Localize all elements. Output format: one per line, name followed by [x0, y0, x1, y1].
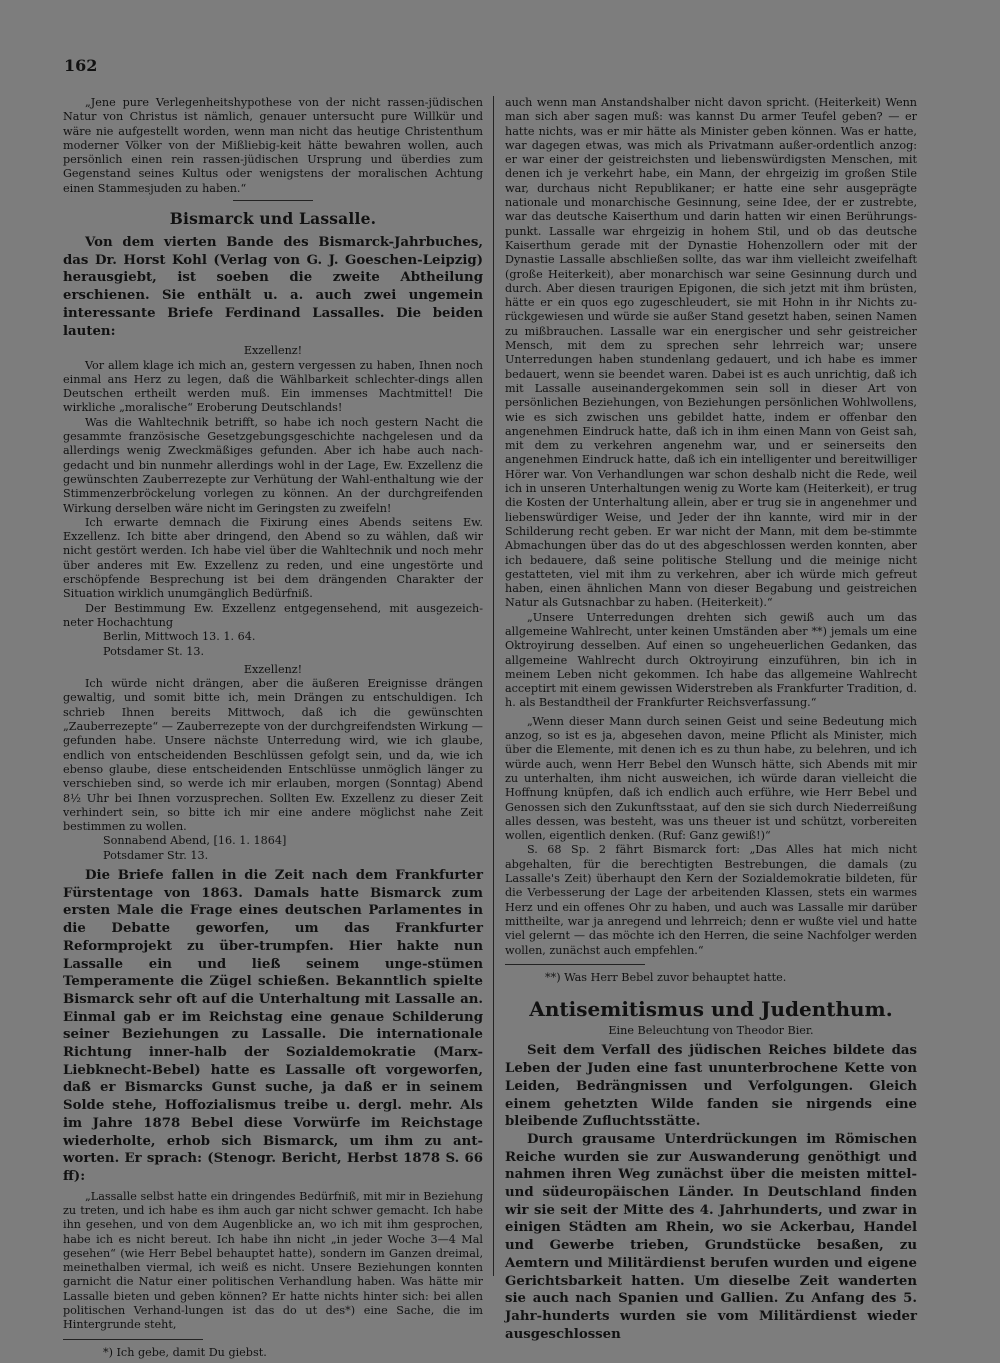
- quote-end-paragraph: „Jene pure Verlegenheitshypothese von der nicht rassen-jüdischen Natur von Christus ist nämlich, genauer untersucht pure Willkür und wäre nie aufgestellt worden, wenn man nicht das heutige Christenthum moderner Völker von der Mißliebig-keit hätte bewahren wollen, auch persönlich einen rein rassen-jüdischen Ursprung und überdies zum Gegenstand seines Kultus oder wenigstens der moralischen Achtung einen Stammesjuden zu haben.“: [63, 96, 483, 195]
- letter2-paragraph: Ich würde nicht drängen, aber die äußeren Ereignisse drängen gewaltig, und somit bitte ich, mein Drängen zu entschuldigen. Ich schrieb Ihnen bereits Mittwoch, daß ich die gewünschten „Zauberrezepte“ — Zauberrezepte von der durchgreifendsten Wirkung — gefunden habe. Unsere nächste Unterredung wird, wie ich glaube, endlich von entscheidenden Beschlüssen gefolgt sein, und da, wie ich ebenso glaube, diese entscheidenden Entschlüsse unmöglich länger zu verschieben sind, so werde ich mir erlauben, morgen (Sonntag) Abend 8½ Uhr bei Ihnen vorzusprechen. Sollten Ew. Exzellenz zu dieser Zeit verhindert sein, so bitte ich mir eine andere möglichst nahe Zeit bestimmen zu wollen.: [63, 677, 483, 834]
- footnote-rule: [505, 964, 645, 965]
- bismarck-quote-paragraph: „Unsere Unterredungen drehten sich gewiß auch um das allgemeine Wahlrecht, unter keinen Umständen aber **) jemals um eine Oktroyirung desselben. Auf einen so ungeheuerlichen Gedanken, das allgemeine Wahlrecht durch Oktroyirung einzuführen, bin ich in meinem Leben nicht gekommen. Ich habe das allgemeine Wahlrecht acceptirt mit einem gewissen Widerstreben als Frankfurter Tradition, d. h. als Bestandtheil der Frankfurter Reichsverfassung.“: [505, 610, 917, 710]
- letter2-signature-address: Potsdamer Str. 13.: [103, 848, 209, 862]
- bismarck-quote-paragraph: „Lassalle selbst hatte ein dringendes Bedürfniß, mit mir in Beziehung zu treten, und ich habe es ihm auch gar nicht schwer gemacht. Ich habe ihn gesehen, und von dem Augenblicke an, wo ich mit ihm gesprochen, habe ich es nicht bereut. Ich habe ihn nicht „in jeder Woche 3—4 Mal gesehen“ (wie Herr Bebel behauptet hatte), sondern im Ganzen dreimal, meinethalben viermal, ich weiß es nicht. Unsere Beziehungen konnten garnicht die Natur einer politischen Verhandlung haben. Was hätte mir Lassalle bieten und geben können? Er hatte nichts hinter sich: bei allen politischen Verhand-lungen ist das do ut des*) eine Sache, die im Hintergrunde steht,: [63, 1189, 483, 1332]
- letter1-paragraph: Vor allem klage ich mich an, gestern vergessen zu haben, Ihnen noch einmal ans Herz zu legen, daß die Wählbarkeit schlechter-dings allen Deutschen ertheilt werden muß. Ein immenses Machtmittel! Die wirkliche „moralische“ Eroberung Deutschlands!: [63, 358, 483, 415]
- footnote: *) Ich gebe, damit Du giebst.: [103, 1345, 267, 1359]
- section-title-antisemitismus: Antisemitismus und Judenthum.: [529, 997, 893, 1022]
- bismarck-quote-paragraph: „Wenn dieser Mann durch seinen Geist und seine Bedeutung mich anzog, so ist es ja, abgesehen davon, meine Pflicht als Minister, mich über die Elemente, mit denen ich es zu thun habe, zu belehren, und ich würde auch, wenn Herr Bebel den Wunsch hätte, sich Abends mit mir zu unterhalten, ihm nicht ausweichen, ich würde daran vielleicht die Hoffnung knüpfen, daß ich endlich auch erführe, wie Herr Bebel und Genossen sich den Zukunftsstaat, auf den sie sich durch Niederreißung alles dessen, was besteht, was uns theuer ist und schützt, vorbereiten wollen, eigentlich denken. (Ruf: Ganz gewiß!)“: [505, 714, 917, 843]
- column-divider: [493, 96, 494, 1276]
- bismarck-quote-paragraph: S. 68 Sp. 2 fährt Bismarck fort: „Das Alles hat mich nicht abgehalten, für die berechtigten Bestrebungen, die damals (zu Lassalle's Zeit) überhaupt den Kern der Sozialdemokratie bildeten, für die Verbesserung der Lage der arbeitenden Klassen, stets ein warmes Herz und ein offenes Ohr zu haben, und auch was Lassalle mir darüber mittheilte, war ja anregend und lehrreich; denn er wußte viel und hatte viel gelernt — das möchte ich den Herren, die seine Nachfolger werden wollen, zunächst auch empfehlen.“: [505, 843, 917, 957]
- article-paragraph: Seit dem Verfall des jüdischen Reiches bildete das Leben der Juden eine fast ununterbrochene Kette von Leiden, Bedrängnissen und Verfolgungen. Gleich einem gehetzten Wilde fanden sie nirgends eine bleibende Zufluchtsstätte.: [505, 1043, 917, 1130]
- intro-paragraph: Von dem vierten Bande des Bismarck-Jahrbuches, das Dr. Horst Kohl (Verlag von G. J. Goeschen-Leipzig) herausgiebt, ist soeben die zweite Abtheilung erschienen. Sie enthält u. a. auch zwei ungemein interessante Briefe Ferdinand Lassalles. Die beiden lauten:: [63, 235, 483, 339]
- letter1-paragraph: Ich erwarte demnach die Fixirung eines Abends seitens Ew. Exzellenz. Ich bitte aber dringend, den Abend so zu wählen, daß wir nicht gestört werden. Ich habe viel über die Wahltechnik und noch mehr über anderes mit Ew. Exzellenz zu reden, und eine ungestörte und erschöpfende Besprechung ist bei dem drängenden Charakter der Situation wirklich unumgänglich Bedürfniß.: [63, 515, 483, 601]
- letter2-signature-date: Sonnabend Abend, [16. 1. 1864]: [103, 834, 287, 848]
- letter1-salutation: Exzellenz!: [243, 344, 303, 358]
- letter1-signature-date: Berlin, Mittwoch 13. 1. 64.: [103, 630, 256, 644]
- right-column: [505, 96, 917, 1343]
- page-number: 162: [64, 56, 98, 75]
- letter1-signature-address: Potsdamer St. 13.: [103, 644, 205, 658]
- bismarck-quote-continued: auch wenn man Anstandshalber nicht davon spricht. (Heiterkeit) Wenn man sich aber sagen muß: was kannst Du armer Teufel geben? — er hatte nichts, was er mir hätte als Minister geben können. Was er hatte, war dagegen etwas, was mich als Privatmann außer-ordentlich anzog: er war einer der geistreichsten und liebenswürdigsten Menschen, mit denen ich je verkehrt habe, ein Mann, der ehrgeizig im großen Stile war, durchaus nicht Republikaner; er hatte eine sehr ausgeprägte nationale und monarchische Gesinnung, seine Idee, der er zustrebte, war das deutsche Kaiserthum und darin hatten wir einen Berührungs-punkt. Lassalle war ehrgeizig in hohem Stil, und ob das deutsche Kaiserthum gerade mit der Dynastie Hohenzollern oder mit der Dynastie Lassalle abschließen sollte, das war ihm vielleicht zweifelhaft (große Heiterkeit), aber monarchisch war seine Gesinnung durch und durch. Aber diesen traurigen Epigonen, die sich jetzt mit ihm brüsten, hätte er ein quos ego zugeschleudert, sie mit Hohn in ihr Nichts zu-rückgewiesen und würde sie außer Stand gesetzt haben, seinen Namen zu mißbrauchen. Lassalle war ein energischer und sehr geistreicher Mensch, mit dem zu sprechen sehr lehrreich war; unsere Unterredungen haben stundenlang gedauert, und ich habe es immer bedauert, wenn sie beendet waren. Dabei ist es auch unrichtig, daß ich mit Lassalle auseinandergekommen sein soll in dieser Art von persönlichen Beziehungen, von Beziehungen persönlichen Wohlwollens, wie es sich zwischen uns gebildet hatte, indem er offenbar den angenehmen Eindruck hatte, daß ich in ihm einen Mann von Geist sah, mit dem zu verkehren angenehm war, und er seinerseits den angenehmen Eindruck hatte, daß ich ein intelligenter und bereitwilliger Hörer war. Von Verhandlungen war schon deshalb nicht die Rede, weil ich in unseren Unterhaltungen wenig zu Worte kam (Heiterkeit), er trug die Kosten der Unterhaltung allein, aber er trug sie in angenehmer und liebenswürdiger Weise, und Jeder der ihn kannte, wird mir in der Schilderung recht geben. Er war nicht der Mann, mit dem be-stimmte Abmachungen über das do ut des abgeschlossen werden konnten, aber ich bedauere, daß seine politische Stellung und die meinige nicht gestatteten, viel mit ihm zu verkehren, aber ich würde mich gefreut haben, einen ähnlichen Mann von dieser Begabung und geistreichen Natur als Gutsnachbar zu haben. (Heiterkeit).“: [505, 96, 917, 610]
- section-title-bismarck-lassalle: Bismarck und Lassalle.: [169, 209, 377, 229]
- letter2-salutation: Exzellenz!: [243, 662, 303, 676]
- letter1-paragraph: Was die Wahltechnik betrifft, so habe ich noch gestern Nacht die gesammte französische Gesetzgebungsgeschichte nachgelesen und da allerdings wenig Zweckmäßiges gefunden. Aber ich habe auch nach-gedacht und bin nunmehr allerdings wohl in der Lage, Ew. Exzellenz die gewünschten Zauberrezepte zur Verhütung der Wahl-enthaltung wie der Stimmenzerbröckelung vorlegen zu können. An der durchgreifenden Wirkung derselben wäre nicht im Geringsten zu zweifeln!: [63, 415, 483, 515]
- letter1-paragraph: Der Bestimmung Ew. Exzellenz entgegensehend, mit ausgezeich-neter Hochachtung: [63, 601, 483, 629]
- body-paragraph: Die Briefe fallen in die Zeit nach dem Frankfurter Fürstentage von 1863. Damals hatte Bismarck zum ersten Male die Frage eines deutschen Parlamentes in die Debatte geworfen, um das Frankfurter Reformprojekt zu über-trumpfen. Hier hakte nun Lassalle ein und ließ seinem unge-stümen Temperamente die Zügel schießen. Bekanntlich spielte Bismarck sehr oft auf die Unterhaltung mit Lassalle an. Einmal gab er im Reichstag eine genaue Schilderung seiner Beziehungen zu Lassalle. Die internationale Richtung inner-halb der Sozialdemokratie (Marx-Liebknecht-Bebel) hatte es Lassalle oft vorgeworfen, daß er Bismarcks Gunst suche, ja daß er in seinem Solde stehe, Hoffozialismus treibe u. dergl. mehr. Als im Jahre 1878 Bebel diese Vorwürfe im Reichstage wiederholte, erhob sich Bismarck, um ihm zu ant-worten. Er sprach: (Stenogr. Bericht, Herbst 1878 S. 66 ff):: [63, 867, 483, 1184]
- footnote-rule: [63, 1339, 203, 1340]
- separator-rule: [233, 200, 313, 201]
- article-paragraph: Durch grausame Unterdrückungen im Römischen Reiche wurden sie zur Auswanderung genöthigt und nahmen ihren Weg zunächst über die meisten mittel- und südeuropäischen Länder. In Deutschland finden wir sie seit der Mitte des 4. Jahrhunderts, und zwar in einigen Städten am Rhein, wo sie Ackerbau, Handel und Gewerbe trieben, Grundstücke besaßen, zu Aemtern und Militärdienst berufen wurden und eigene Gerichtsbarkeit hatten. Um dieselbe Zeit wanderten sie auch nach Spanien und Gallien. Zu Anfang des 5. Jahr-hunderts wurden sie vom Militärdienst wieder ausgeschlossen: [505, 1131, 917, 1342]
- left-column: [63, 96, 483, 1360]
- section-subtitle: Eine Beleuchtung von Theodor Bier.: [608, 1024, 814, 1038]
- footnote: **) Was Herr Bebel zuvor behauptet hatte.: [545, 970, 787, 984]
